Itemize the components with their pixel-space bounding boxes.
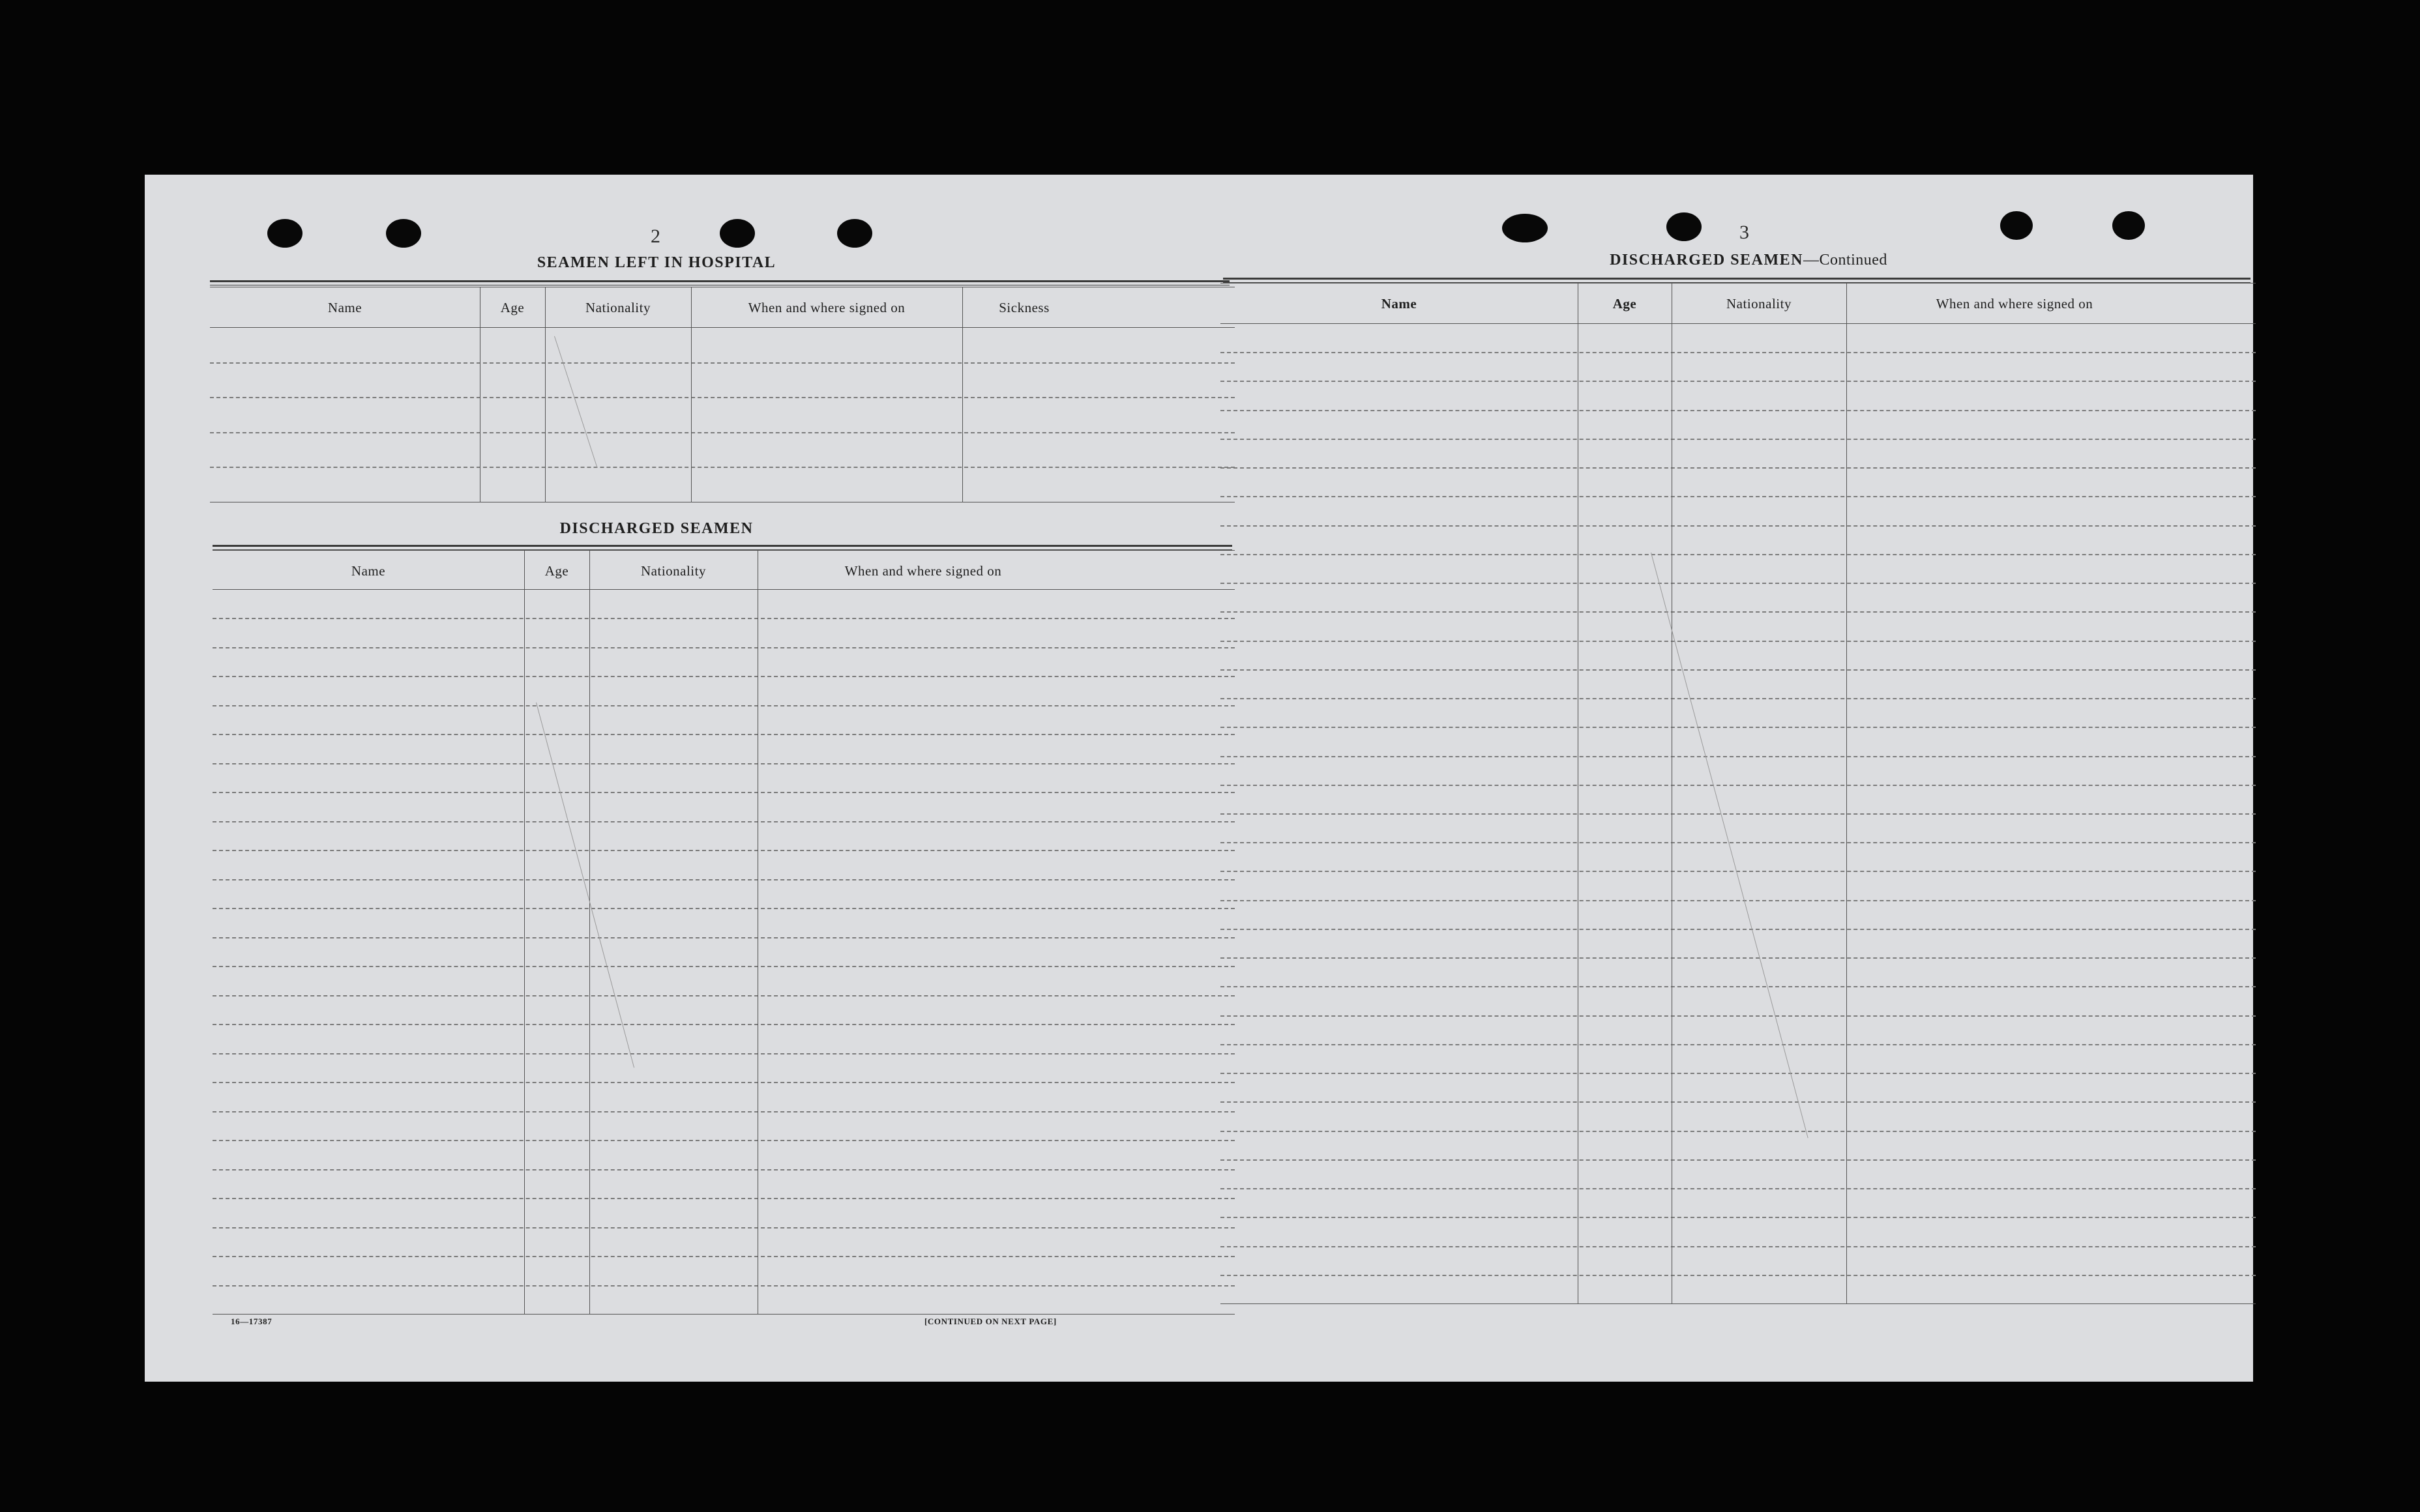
row-rule [1220, 439, 2256, 440]
row-rule [1220, 929, 2256, 930]
row-rule [213, 705, 1235, 706]
punch-hole [1666, 212, 1702, 241]
punch-hole [720, 219, 755, 248]
row-rule [1220, 785, 2256, 786]
col-header-nationality: Nationality [1726, 296, 1792, 312]
row-rule [1220, 1159, 2256, 1161]
form-number: 16—17387 [231, 1316, 273, 1326]
col-header-name: Name [327, 300, 362, 315]
continued-note: [CONTINUED ON NEXT PAGE] [924, 1316, 1057, 1326]
punch-hole [267, 219, 302, 248]
row-rule [213, 763, 1235, 764]
row-rule [1220, 756, 2256, 757]
title-main: DISCHARGED SEAMEN [1610, 252, 1803, 269]
row-rule [213, 937, 1235, 938]
row-rule [1220, 1101, 2256, 1103]
row-rule [1220, 1246, 2256, 1247]
row-rule [213, 1198, 1235, 1199]
col-header-nationality: Nationality [641, 563, 706, 579]
column-rule [524, 550, 525, 1314]
column-rule [691, 287, 692, 502]
title-rule [213, 545, 1232, 547]
table-rule [213, 589, 1235, 590]
row-rule [213, 850, 1235, 851]
col-header-name: Name [1381, 296, 1417, 312]
column-rule [1846, 283, 1847, 1303]
discharged-continued-title [1423, 252, 2074, 269]
row-rule [213, 734, 1235, 735]
hospital-table [210, 287, 1235, 502]
row-rule [210, 362, 1235, 364]
row-rule [210, 432, 1235, 433]
row-rule [1220, 669, 2256, 671]
row-rule [213, 879, 1235, 880]
col-header-nationality: Nationality [585, 300, 651, 315]
row-rule [213, 1227, 1235, 1228]
row-rule [1220, 900, 2256, 901]
row-rule [213, 1111, 1235, 1112]
row-rule [1220, 1217, 2256, 1218]
row-rule [1220, 381, 2256, 382]
row-rule [213, 1285, 1235, 1287]
row-rule [1220, 525, 2256, 527]
discharged-table [213, 550, 1235, 1314]
row-rule [1220, 1188, 2256, 1189]
row-rule [1220, 641, 2256, 642]
column-rule [589, 550, 590, 1314]
row-rule [1220, 467, 2256, 469]
column-rule [545, 287, 546, 502]
row-rule [210, 397, 1235, 398]
row-rule [1220, 1131, 2256, 1132]
form-sheet [145, 175, 2253, 1382]
title-rule [1223, 278, 2250, 280]
col-header-when-where: When and where signed on [1936, 296, 2093, 312]
row-rule [213, 618, 1235, 619]
row-rule [213, 1082, 1235, 1083]
col-header-sickness: Sickness [999, 300, 1050, 315]
col-header-age: Age [500, 300, 525, 315]
discharged-section-title: DISCHARGED SEAMEN [559, 520, 754, 537]
punch-hole [1502, 214, 1548, 242]
punch-hole [837, 219, 872, 248]
row-rule [1220, 957, 2256, 959]
discharged-continued-table [1220, 283, 2256, 1303]
row-rule [1220, 986, 2256, 987]
row-rule [213, 995, 1235, 996]
table-rule [213, 1314, 1235, 1315]
table-rule [1220, 283, 2256, 284]
row-rule [213, 676, 1235, 677]
row-rule [1220, 1275, 2256, 1276]
title-continued: —Continued [1803, 252, 1887, 269]
page-number: 2 [651, 225, 660, 247]
col-header-age: Age [1612, 296, 1637, 312]
row-rule [213, 647, 1235, 648]
column-rule [962, 287, 963, 502]
row-rule [1220, 496, 2256, 497]
title-rule [210, 280, 1230, 282]
row-rule [213, 792, 1235, 793]
punch-hole [386, 219, 421, 248]
row-rule [213, 1053, 1235, 1054]
row-rule [1220, 871, 2256, 872]
table-rule [1220, 323, 2256, 324]
row-rule [213, 966, 1235, 967]
col-header-name: Name [351, 563, 386, 579]
punch-hole [2000, 211, 2033, 240]
row-rule [1220, 698, 2256, 699]
row-rule [1220, 410, 2256, 411]
table-rule [1220, 1303, 2256, 1304]
col-header-when-where: When and where signed on [844, 563, 1002, 579]
row-rule [1220, 813, 2256, 815]
row-rule [1220, 842, 2256, 843]
table-rule [210, 327, 1235, 328]
row-rule [1220, 611, 2256, 613]
row-rule [1220, 727, 2256, 728]
row-rule [213, 1256, 1235, 1257]
col-header-when-where: When and where signed on [748, 300, 906, 315]
col-header-age: Age [544, 563, 569, 579]
page-number: 3 [1739, 222, 1749, 243]
table-rule [213, 550, 1235, 551]
row-rule [1220, 1015, 2256, 1017]
row-rule [210, 467, 1235, 468]
row-rule [213, 908, 1235, 909]
row-rule [1220, 1044, 2256, 1045]
row-rule [213, 1140, 1235, 1141]
hospital-section-title: SEAMEN LEFT IN HOSPITAL [537, 254, 776, 271]
row-rule [1220, 554, 2256, 555]
punch-hole [2112, 211, 2145, 240]
row-rule [213, 1024, 1235, 1025]
row-rule [213, 821, 1235, 822]
row-rule [213, 1169, 1235, 1170]
row-rule [1220, 1073, 2256, 1074]
row-rule [1220, 352, 2256, 353]
row-rule [1220, 583, 2256, 584]
